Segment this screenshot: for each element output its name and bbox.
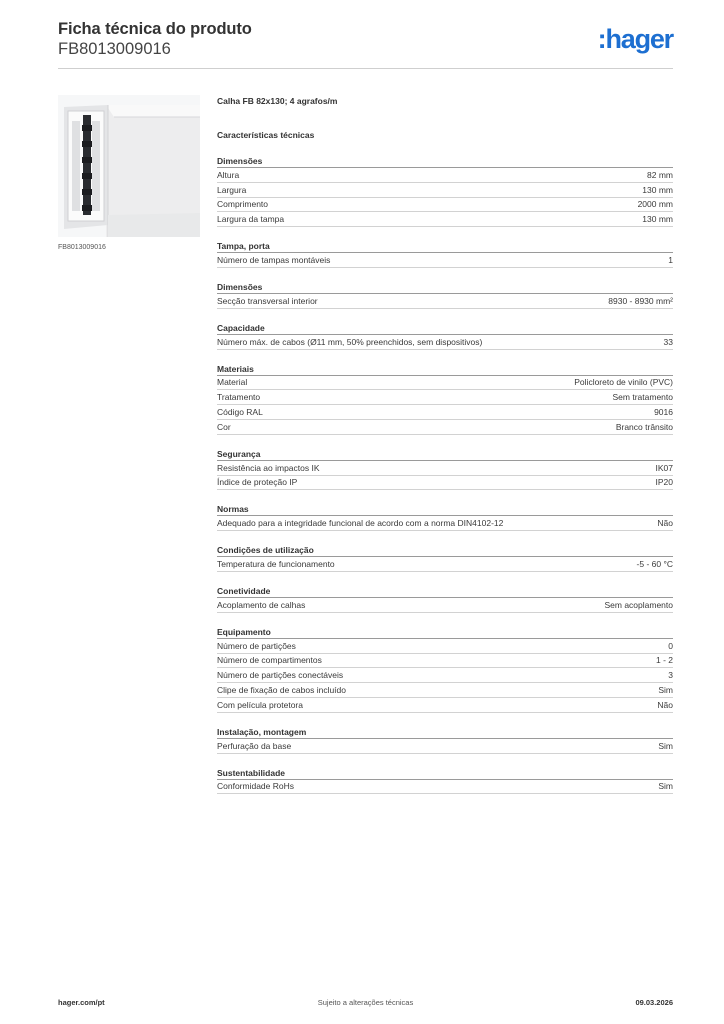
spec-label: Com película protetora [217,699,303,710]
spec-row [217,654,673,669]
spec-row [217,557,673,572]
spec-value: Sem tratamento [612,392,673,403]
spec-content [217,96,673,794]
spec-section [217,545,673,572]
section-title: Equipamento [217,627,673,639]
spec-value: 130 mm [642,214,673,225]
spec-label: Número de compartimentos [217,655,322,666]
spec-label: Largura [217,184,247,195]
product-reference: FB8013009016 [58,40,171,58]
section-title: Capacidade [217,323,673,335]
spec-value: 33 [663,336,673,347]
spec-label: Adequado para a integridade funcional de acordo com a norma DIN4102-12 [217,518,504,529]
spec-label: Temperatura de funcionamento [217,559,335,570]
spec-row [217,376,673,391]
spec-value: 82 mm [647,169,673,180]
spec-value: Sim [658,740,673,751]
header-divider [58,68,673,69]
spec-value: Sim [658,781,673,792]
spec-label: Número de tampas montáveis [217,255,331,266]
spec-section [217,768,673,795]
hager-logo: :hager [597,24,673,54]
footer-website: hager.com/pt [58,998,105,1007]
spec-label: Tratamento [217,392,261,403]
product-image [58,95,200,237]
spec-value: Branco trânsito [615,421,673,432]
spec-row [217,405,673,420]
spec-section [217,156,673,227]
spec-label: Código RAL [217,407,263,418]
spec-label: Comprimento [217,199,269,210]
document-title: Ficha técnica do produto [58,20,252,38]
page-header [58,20,673,68]
section-title: Dimensões [217,282,673,294]
spec-row [217,420,673,435]
spec-row [217,668,673,683]
spec-section [217,241,673,268]
spec-value: 1 [668,255,673,266]
section-title: Normas [217,504,673,516]
spec-value: IP20 [655,477,673,488]
spec-value: 9016 [654,407,673,418]
section-title: Condições de utilização [217,545,673,557]
spec-label: Conformidade RoHs [217,781,295,792]
spec-value: -5 - 60 °C [636,559,673,570]
spec-row [217,461,673,476]
spec-row [217,253,673,268]
spec-value: 3 [668,670,673,681]
spec-row [217,390,673,405]
spec-row [217,780,673,795]
spec-row [217,476,673,491]
spec-section [217,504,673,531]
spec-value: 8930 - 8930 mm² [608,295,673,306]
spec-row [217,168,673,183]
spec-label: Índice de proteção IP [217,477,298,488]
spec-row [217,335,673,350]
spec-sections [217,156,673,794]
section-title: Tampa, porta [217,241,673,253]
spec-section [217,586,673,613]
spec-value: 0 [668,640,673,651]
spec-value: Não [657,699,673,710]
spec-row [217,516,673,531]
spec-label: Cor [217,421,231,432]
spec-label: Número de partições [217,640,296,651]
spec-label: Clipe de fixação de cabos incluído [217,685,346,696]
spec-value: 1 - 2 [655,655,673,666]
section-title: Materiais [217,364,673,376]
spec-label: Número de partições conectáveis [217,670,344,681]
footer-date: 09.03.2026 [635,998,673,1007]
spec-value: IK07 [655,462,673,473]
spec-section [217,449,673,491]
spec-label: Perfuração da base [217,740,292,751]
spec-label: Altura [217,169,240,180]
spec-row [217,212,673,227]
spec-label: Material [217,377,248,388]
spec-value: Sim [658,685,673,696]
spec-value: 130 mm [642,184,673,195]
section-title: Segurança [217,449,673,461]
technical-characteristics-heading: Características técnicas [217,130,315,140]
spec-label: Resistência ao impactos IK [217,462,320,473]
spec-value: Policloreto de vinilo (PVC) [574,377,673,388]
section-title: Dimensões [217,156,673,168]
spec-value: Não [657,518,673,529]
image-caption: FB8013009016 [58,244,106,251]
spec-section [217,282,673,309]
spec-row [217,198,673,213]
spec-row [217,698,673,713]
section-title: Instalação, montagem [217,727,673,739]
spec-row [217,294,673,309]
spec-row [217,183,673,198]
spec-row [217,739,673,754]
spec-section [217,627,673,713]
spec-section [217,727,673,754]
spec-label: Secção transversal interior [217,295,318,306]
spec-row [217,598,673,613]
section-title: Sustentabilidade [217,768,673,780]
spec-value: 2000 mm [637,199,673,210]
spec-section [217,323,673,350]
section-title: Conetividade [217,586,673,598]
spec-label: Número máx. de cabos (Ø11 mm, 50% preenchidos, sem dispositivos) [217,336,483,347]
product-name: Calha FB 82x130; 4 agrafos/m [217,96,338,106]
spec-section [217,364,673,435]
spec-label: Largura da tampa [217,214,285,225]
footer-notice: Sujeito a alterações técnicas [317,998,414,1007]
spec-label: Acoplamento de calhas [217,599,306,610]
spec-value: Sem acoplamento [604,599,673,610]
spec-row [217,639,673,654]
spec-row [217,683,673,698]
